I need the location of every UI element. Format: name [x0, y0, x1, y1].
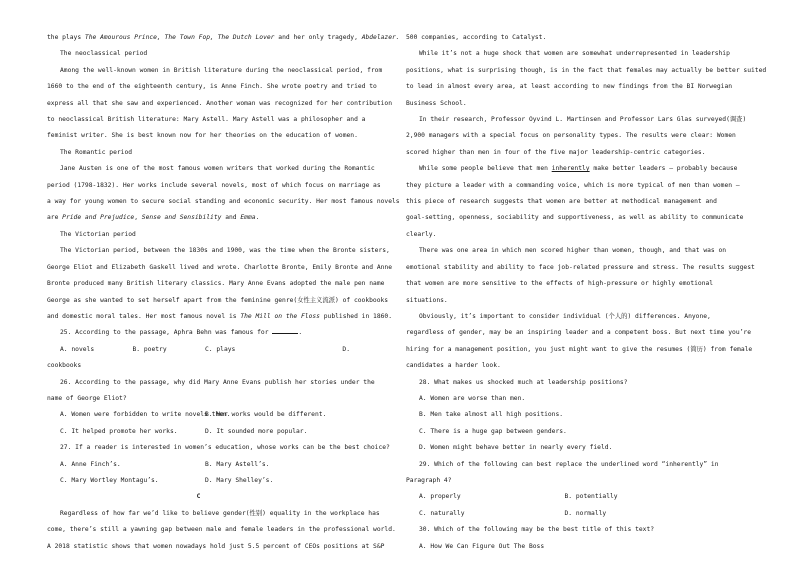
- text-line: are Pride and Prejudice, Sense and Sensibility and Emma.: [47, 214, 260, 222]
- q27-options-row1: [47, 457, 350, 473]
- text-line: hiring for a management position, you just might want to give the resumes (简历) from female: [406, 345, 753, 353]
- question-30-stem: 30. Which of the following may be the best title of this text?: [419, 526, 655, 534]
- q29-options-row1: [406, 489, 710, 505]
- text-line: A 2018 statistic shows that women nowadays hold just 5.5 percent of CEOs positions at S&P: [47, 542, 385, 550]
- italic-title: Emma: [240, 214, 256, 222]
- option-d[interactable]: D. Mary Shelley’s.: [205, 476, 274, 484]
- text-line: a way for young women to secure social standing and economic security. Her most famous novels: [47, 198, 400, 206]
- text-line: clearly.: [406, 230, 437, 238]
- text-line: to lead in almost every area, at least according to new findings from the BI Norwegian: [406, 83, 733, 91]
- text-line: scored higher than men in four of the five major leadership-centric categories.: [406, 148, 706, 156]
- italic-title: The Mill on the Floss: [240, 312, 320, 320]
- text-line: In their research, Professor Oyvind L. Martinsen and Professor Lars Glas surveyed(调查): [419, 116, 747, 124]
- heading-neoclassical: The neoclassical period: [60, 50, 148, 58]
- text-line: George as she wanted to set herself apart from the feminine genre(女性主义流派) of cookbooks: [47, 296, 389, 304]
- option-a[interactable]: A. How We Can Figure Out The Boss: [419, 542, 545, 550]
- text-line: Bronte produced many British literary classics. Mary Anne Evans adopted the male pen name: [47, 280, 385, 288]
- option-b[interactable]: B. Her works would be different.: [205, 411, 327, 419]
- text-line: While it’s not a huge shock that women are somewhat underrepresented in leadership: [419, 50, 730, 58]
- text-line: The Victorian period, between the 1830s and 1900, was the time when the Bronte sisters,: [60, 247, 390, 255]
- text-line: the plays The Amourous Prince, The Town Fop, The Dutch Lover and her only tragedy, Abdelazer.: [47, 34, 400, 41]
- question-28-stem: 28. What makes us shocked much at leadership positions?: [419, 378, 628, 386]
- right-column: [406, 30, 767, 555]
- text-line: 500 companies, according to Catalyst.: [406, 34, 547, 41]
- question-stem: 25. According to the passage, Aphra Behn was famous for: [60, 329, 269, 337]
- option-b[interactable]: B. poetry: [132, 345, 167, 353]
- option-c[interactable]: C. It helped promote her works.: [60, 427, 178, 435]
- option-c[interactable]: C. plays: [205, 345, 236, 353]
- text-line: and domestic moral tales. Her most famous novel is The Mill on the Floss published in 1860.: [47, 312, 392, 320]
- q26-options-row2: [47, 424, 350, 440]
- q25-options: [47, 342, 350, 358]
- text-line: come, there’s still a yawning gap between male and female leaders in the professional world.: [47, 526, 396, 534]
- text-line: they picture a leader with a commanding voice, which is more typical of men than women —: [406, 181, 740, 189]
- text-line-with-underline: [406, 161, 738, 177]
- italic-title: Pride and Prejudice: [62, 214, 135, 222]
- text-line: express all that she saw and experienced. Another woman was recognized for her contribution: [47, 99, 392, 107]
- text-line: positions, what is surprising though, is in the fact that females may actually be better suited: [406, 66, 767, 74]
- italic-title: The Amourous Prince, The Town Fop, The Dutch Lover: [84, 34, 275, 41]
- option-c[interactable]: C. naturally: [419, 509, 465, 517]
- option-a[interactable]: A. Women are worse than men.: [419, 394, 526, 402]
- q29-options-row2: [406, 506, 710, 522]
- text-line: Obviously, it’s important to consider individual (个人的) differences. Anyone,: [419, 312, 711, 320]
- text-line: this piece of research suggests that women are better at methodical management and: [406, 198, 717, 206]
- option-a[interactable]: A. Women were forbidden to write novels then.: [60, 411, 231, 419]
- text-span: While some people believe that men: [419, 165, 552, 173]
- italic-title: Abdelazer.: [361, 34, 400, 41]
- text-line: 2,900 managers with a special focus on personality types. The results were clear: Women: [406, 132, 736, 140]
- text-line: regardless of gender, may be an inspiring leader and a competent boss. But next time you’re: [406, 329, 751, 337]
- answer-blank: [272, 326, 298, 334]
- option-b[interactable]: B. Mary Astell’s.: [205, 460, 270, 468]
- option-a[interactable]: A. novels: [60, 345, 95, 353]
- left-column: [47, 30, 400, 555]
- text-line: feminist writer. She is best known now for her theories on the education of women.: [47, 132, 358, 140]
- option-d[interactable]: D.: [342, 345, 350, 353]
- text-line: period (1798-1832). Her works include several novels, most of which focus on marriage as: [47, 181, 381, 189]
- option-b[interactable]: B. Men take almost all high positions.: [419, 411, 564, 419]
- section-label: C: [196, 493, 201, 501]
- text-line: situations.: [406, 296, 448, 304]
- option-a[interactable]: A. properly: [419, 493, 461, 501]
- text-line: Among the well-known women in British literature during the neoclassical period, from: [60, 66, 383, 74]
- option-b[interactable]: B. potentially: [564, 493, 618, 501]
- option-d[interactable]: D. Women might behave better in nearly every field.: [419, 444, 613, 452]
- italic-title: Sense and Sensibility: [141, 214, 222, 222]
- question-29-stem-cont: Paragraph 4?: [406, 476, 452, 484]
- text-line: Jane Austen is one of the most famous women writers that worked during the Romantic: [60, 165, 375, 173]
- underlined-word: inherently: [551, 165, 590, 173]
- question-26-stem: 26. According to the passage, why did Mary Anne Evans publish her stories under the: [60, 378, 375, 386]
- option-d-continued: cookbooks: [47, 362, 82, 370]
- heading-victorian: The Victorian period: [60, 230, 136, 238]
- text-line: emotional stability and ability to face job-related pressure and stress. The results suggest: [406, 263, 755, 271]
- q26-options-row1: [47, 407, 350, 423]
- option-c[interactable]: C. Mary Wortley Montagu’s.: [60, 476, 159, 484]
- question-25: [47, 325, 350, 341]
- text-line: goal-setting, openness, sociability and supportiveness, as well as ability to communicate: [406, 214, 744, 222]
- text-line: Business School.: [406, 99, 467, 107]
- option-c[interactable]: C. There is a huge gap between genders.: [419, 427, 567, 435]
- text-line: to neoclassical British literature: Mary Astell. Mary Astell was a philosopher and a: [47, 116, 366, 124]
- heading-romantic: The Romantic period: [60, 148, 133, 156]
- question-26-stem-cont: name of George Eliot?: [47, 394, 127, 402]
- text-line: George Eliot and Elizabeth Gaskell lived and wrote. Charlotte Bronte, Emily Bronte and Anne: [47, 263, 392, 271]
- option-a[interactable]: A. Anne Finch’s.: [60, 460, 121, 468]
- text-line: Regardless of how far we’d like to believe gender(性别) equality in the workplace has: [60, 509, 380, 517]
- option-d[interactable]: D. normally: [564, 509, 607, 517]
- text-line: 1660 to the end of the eighteenth century, is Anne Finch. She wrote poetry and tried to: [47, 83, 377, 91]
- question-27-stem: 27. If a reader is interested in women’s education, whose works can be the best choice?: [60, 444, 390, 452]
- text-line: candidates a harder look.: [406, 362, 501, 370]
- text-line: There was one area in which men scored higher than women, though, and that was on: [419, 247, 727, 255]
- text-span: make better leaders — probably because: [589, 165, 738, 173]
- question-29-stem: 29. Which of the following can best replace the underlined word “inherently” in: [419, 460, 719, 468]
- q27-options-row2: [47, 473, 350, 489]
- text-line: that women are more sensitive to the effects of high-pressure or highly emotional: [406, 280, 714, 288]
- question-stem-end: .: [298, 329, 303, 337]
- option-d[interactable]: D. It sounded more popular.: [205, 427, 308, 435]
